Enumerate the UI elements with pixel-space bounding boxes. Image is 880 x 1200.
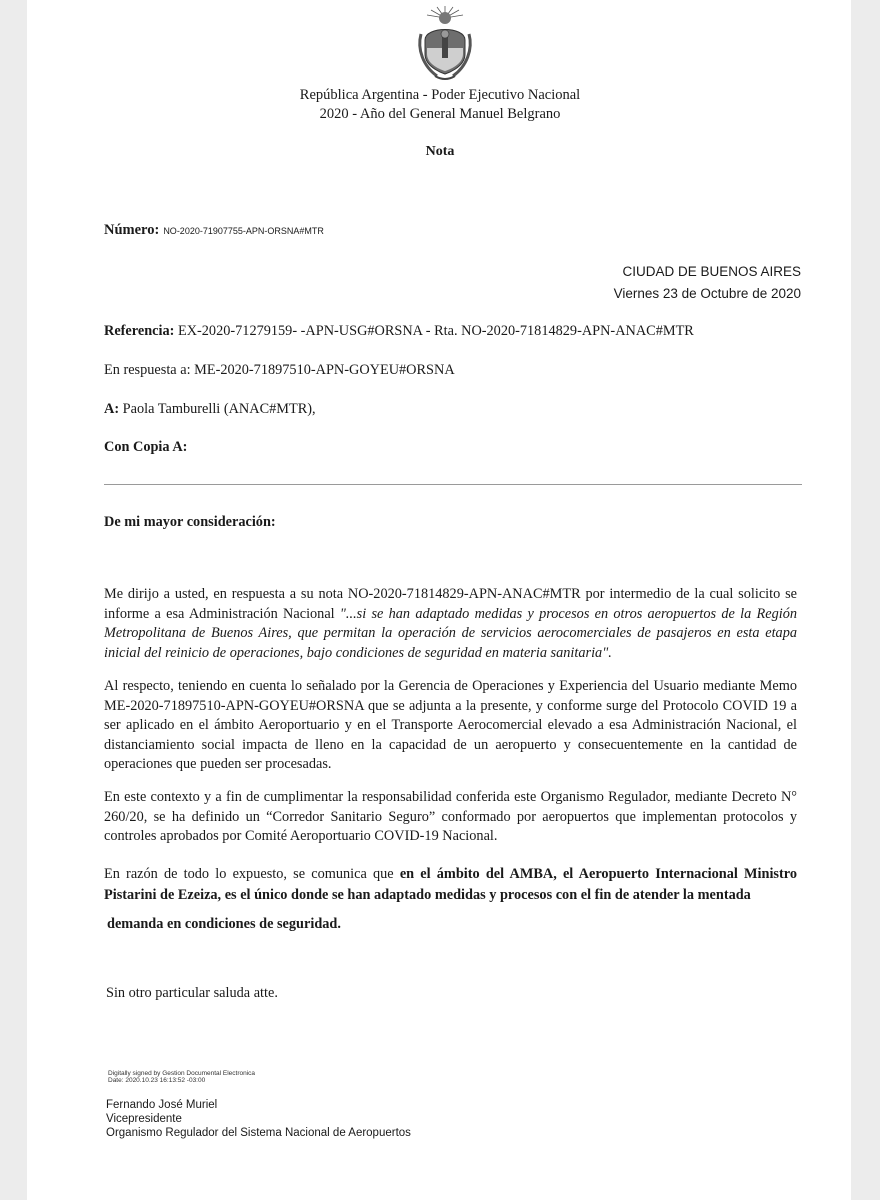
referencia-label: Referencia: [104,323,175,339]
header-line-1: República Argentina - Poder Ejecutivo Nacional [299,87,581,103]
copia-label: Con Copia A: [104,439,188,455]
numero-label: Número: [104,222,160,238]
digital-signature-line-1: Digitally signed by Gestion Documental Electronica [108,1070,256,1077]
coat-of-arms-seal [415,4,475,82]
respuesta-row [104,362,455,379]
signer-org: Organismo Regulador del Sistema Nacional de Aeropuertos [106,1127,411,1139]
doc-type-title: Nota [425,144,455,159]
divider [104,484,802,485]
paragraph-2: Al respecto, teniendo en cuenta lo señalado por la Gerencia de Operaciones y Experiencia del Usuario mediante Memo ME-2020-71897510-APN-GOYEU#ORSNA que se adjunta a la presente, y conforme surge del Protocolo COVID 19 a ser aplicado en el ámbito Aeroportuario y en el Transporte Aerocomercial elevado a esa Administración Nacional, el distanciamiento social impacta de lleno en la capacidad de un aeropuerto y consecuentemente en la cantidad de operaciones que pueden ser procesadas. [104,678,797,772]
salutation: De mi mayor consideración: [104,514,276,530]
signer-role: Vicepresidente [106,1113,182,1125]
referencia-row [104,323,694,340]
signer-name: Fernando José Muriel [106,1099,218,1111]
paragraph-1 [104,585,797,663]
header-line-2: 2020 - Año del General Manuel Belgrano [319,106,561,122]
respuesta-value: ME-2020-71897510-APN-GOYEU#ORSNA [194,362,455,378]
a-value: Paola Tamburelli (ANAC#MTR), [122,401,316,417]
a-row [104,401,316,418]
digital-signature-line-2: Date: 2020.10.23 16:13:52 -03:00 [108,1077,206,1084]
paragraph-4-bold: en el ámbito del AMBA, el Aeropuerto Internacional Ministro Pistarini de Ezeiza, es el único donde se han adaptado medidas y procesos con el fin de atender la mentada [104,866,797,903]
city: CIUDAD DE BUENOS AIRES [622,264,801,279]
paragraph-1-quote: "...si se han adaptado medidas y procesos en otros aeropuertos de la Región Metropolitana de Buenos Aires, que permitan la operación de servicios aerocomerciales de pasajeros en esta etapa inicial del reinicio de operaciones, bajo condiciones de seguridad en materia sanitaria". [104,605,797,661]
numero-row [104,221,324,239]
a-label: A: [104,401,120,417]
paragraph-3: En este contexto y a fin de cumplimentar la responsabilidad conferida este Organismo Regulador, mediante Decreto N° 260/20, se ha definido un “Corredor Sanitario Seguro” conformado por aeropuertos que implementan protocolos y controles aprobados por Comité Aeroportuario COVID-19 Nacional. [104,789,797,844]
referencia-value: EX-2020-71279159- -APN-USG#ORSNA - Rta. NO-2020-71814829-APN-ANAC#MTR [177,323,694,339]
paragraph-1-lead: Me dirijo a usted, en respuesta a su nota NO-2020-71814829-APN-ANAC#MTR por intermedio de la cual solicito se informe a esa Administración Nacional [104,586,797,622]
paragraph-4 [104,864,797,906]
paragraph-4-last: demanda en condiciones de seguridad. [107,916,341,932]
numero-value: NO-2020-71907755-APN-ORSNA#MTR [163,226,324,236]
date: Viernes 23 de Octubre de 2020 [613,286,801,301]
closing: Sin otro particular saluda atte. [106,985,278,1001]
paragraph-4-lead: En razón de todo lo expuesto, se comunica que [104,866,400,882]
respuesta-label: En respuesta a: [104,362,191,378]
